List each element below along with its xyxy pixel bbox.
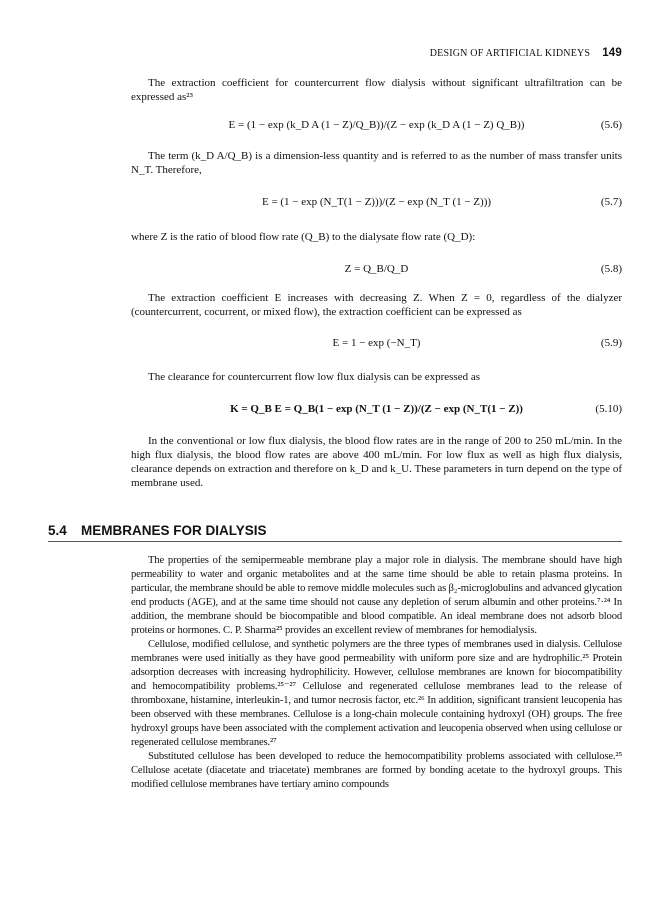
paragraph-ntu-definition: The term (k_D A/Q_B) is a dimension-less quantity and is referred to as the number of mass transfer units N_T. Therefore, (131, 150, 622, 176)
paragraph-flux-dialysis: In the conventional or low flux dialysis, the blood flow rates are in the range of 200 to 250 mL/min. In the high flux dialysis, the blood flow rates are above 400 mL/min. For low flux as well as high flux dialysis, clearance depends on extraction and therefore on k_D and k_U. These parameters in turn depend on the type of membrane used. (131, 435, 622, 489)
section-body (131, 554, 622, 792)
paragraph-membrane-types: Cellulose, modified cellulose, and synthetic polymers are the three types of membranes used in dialysis. Cellulose membranes were used initially as they have good permeability with uniform pore size and are hydrophilic.²⁵ Protein adsorption decreases with increasing hydrophilicity. However, cellulose membranes are known for biocompatibility and hemocompatibility problems.²⁵⁻²⁷ Cellulose and regenerated cellulose membranes lead to the release of thromboxane, histamine, interleukin-1, and tumor necrosis factor, etc.²⁶ In addition, significant transient leucopenia has been observed with these membranes. Cellulose is a long-chain molecule containing hydroxyl (OH) groups. The free hydroxyl groups have been associated with the complement activation and leucopenia observed when using cellulose or regenerated cellulose membranes.²⁷ (131, 639, 622, 748)
equation-number: (5.10) (595, 403, 622, 415)
paragraph-substituted-cellulose: Substituted cellulose has been developed to reduce the hemocompatibility problems associated with cellulose.²⁵ Cellulose acetate (diacetate and triacetate) membranes are formed by bonding acetate to the hydroxyl groups. This modified cellulose membranes have tertiary amino compounds (131, 751, 622, 790)
equation-number: (5.6) (600, 119, 622, 131)
paragraph-z-ratio: where Z is the ratio of blood flow rate (Q_B) to the dialysate flow rate (Q_D): (131, 231, 476, 243)
equation-number: (5.7) (600, 196, 622, 208)
section-heading (48, 523, 622, 541)
section-number: 5.4 (48, 523, 67, 538)
equation-5-7 (131, 195, 622, 209)
equation-formula: E = (1 − exp (N_T(1 − Z)))/(Z − exp (N_T (1 − Z))) (261, 196, 492, 208)
running-title: DESIGN OF ARTIFICIAL KIDNEYS (429, 48, 591, 59)
paragraph-clearance-intro: The clearance for countercurrent flow low flux dialysis can be expressed as (148, 371, 480, 383)
paragraph-membrane-properties: The properties of the semipermeable membrane play a major role in dialysis. The membrane should have high permeability to water and organic metabolites and at the same time should be able to retain plasma proteins. In particular, the membrane should be able to remove middle molecules such as β₂-microglobulins and advanced glycation end products (AGE), and at the same time should not cause any depletion of serum albumin and other proteins.⁷·²⁴ In addition, the membrane should be biocompatible and blood compatible. An ideal membrane does not adsorb blood proteins or hormones. C. P. Sharma²⁵ provides an excellent review of membranes for hemodialysis. (131, 555, 622, 636)
section-title: MEMBRANES FOR DIALYSIS (81, 523, 267, 538)
running-header (0, 47, 622, 59)
equation-5-10 (131, 402, 622, 416)
equation-formula: K = Q_B E = Q_B(1 − exp (N_T (1 − Z))/(Z − exp (N_T(1 − Z)) (230, 403, 523, 415)
equation-formula: E = (1 − exp (k_D A (1 − Z)/Q_B))/(Z − exp (k_D A (1 − Z) Q_B)) (228, 119, 525, 131)
equation-number: (5.8) (600, 263, 622, 275)
page-number: 149 (602, 47, 622, 59)
equation-formula: E = 1 − exp (−N_T) (332, 337, 421, 349)
paragraph-z-zero: The extraction coefficient E increases with decreasing Z. When Z = 0, regardless of the dialyzer (countercurrent, cocurrent, or mixed flow), the extraction coefficient can be expressed as (131, 292, 622, 318)
equation-5-6 (131, 118, 622, 132)
section-rule (48, 541, 622, 542)
equation-5-8 (131, 262, 622, 276)
equation-number: (5.9) (600, 337, 622, 349)
equation-5-9 (131, 336, 622, 350)
equation-formula: Z = Q_B/Q_D (344, 263, 409, 275)
paragraph-extraction-intro: The extraction coefficient for countercurrent flow dialysis without significant ultrafiltration can be expressed as²³ (131, 77, 622, 103)
